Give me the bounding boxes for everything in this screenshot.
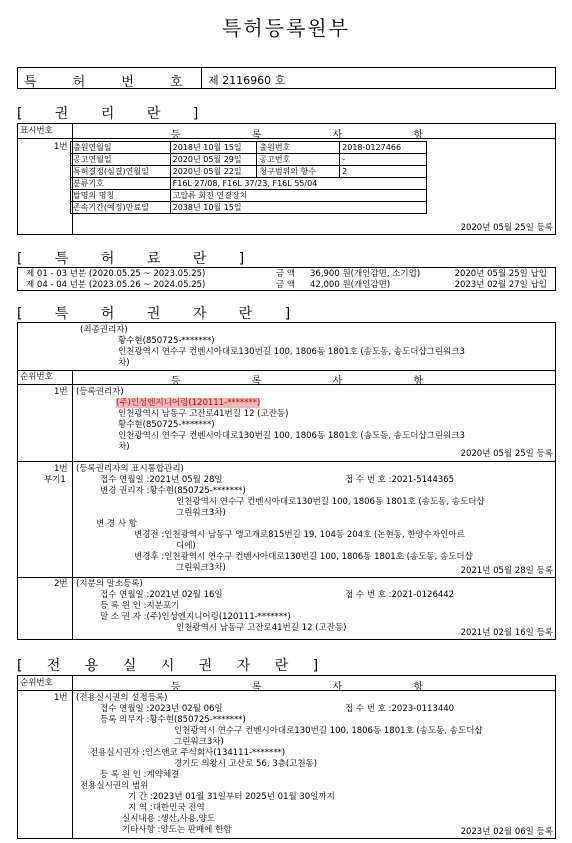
registration-cause: 등 록 원 인 :지분포기 bbox=[100, 601, 180, 611]
entry-no: 2번 bbox=[54, 579, 68, 589]
struck-company: (주)인성엔지니어링(120111-*******) bbox=[116, 398, 261, 408]
receipt-no: 접 수 번 호 :2021-0126442 bbox=[345, 590, 455, 600]
cell: 2020년 05월 22일 bbox=[170, 166, 257, 178]
cancelled-holder-addr: 인천광역시 남동구 고잔로41번길 12 (고잔동) bbox=[176, 623, 347, 633]
final-holder-addr: 인천광역시 연수구 컨벤시아대로130번길 100, 1806동 1801호 (송도동, 송도더샵그린워크3 bbox=[118, 347, 465, 357]
cell: 특허결정(심결)연월일 bbox=[71, 166, 171, 178]
cell: 분류기호 bbox=[71, 178, 171, 190]
rights-col-entries: 등 록 사 항 bbox=[170, 130, 458, 141]
fee-amount: 42,000 원(개인감면) bbox=[310, 280, 391, 290]
entry-footer: 2021년 02월 16일 등록 bbox=[460, 628, 553, 638]
rights-heading: [ 권 리 란 ] bbox=[17, 106, 213, 122]
exclusive-col-entries: 등 록 사 항 bbox=[170, 682, 458, 693]
scope-etc: 기타사항 :양도는 판매에 한함 bbox=[122, 825, 232, 835]
company-addr: 인천광역시 남동구 고잔로41번길 12 (고잔동) bbox=[118, 409, 289, 419]
rights-register bbox=[70, 141, 427, 214]
cell: - bbox=[340, 154, 427, 166]
cell: 공고연월일 bbox=[71, 154, 171, 166]
entry-footer: 2021년 05월 28일 등록 bbox=[460, 566, 553, 576]
table-row bbox=[71, 142, 427, 154]
scope-period: 기 간 :2023년 01월 31일부터 2025년 01월 30일까지 bbox=[128, 792, 335, 802]
exclusive-table bbox=[17, 675, 556, 839]
obligor-addr-cont: 그린워크3차) bbox=[174, 737, 224, 747]
receipt-date: 접수 연월일 :2023년 02월 06일 bbox=[100, 704, 223, 714]
fee-period: 제 04 - 04 년분 (2023.05.26 ~ 2024.05.25) bbox=[26, 280, 206, 290]
entry-label: (등록권리자) bbox=[76, 387, 124, 397]
fee-period: 제 01 - 03 년분 (2020.05.25 ~ 2023.05.25) bbox=[26, 269, 206, 279]
table-row bbox=[71, 178, 427, 190]
patent-number-value: 제 2116960 호 bbox=[208, 74, 286, 87]
fee-date: 2023년 02월 27일 납입 bbox=[454, 280, 547, 290]
change-after-cont: 그린워크3차) bbox=[176, 563, 226, 573]
cancelled-holder: 말 소 권 자 :(주)인성엔지니어링(120111-*******) bbox=[100, 612, 291, 622]
entry-no: 1번 bbox=[54, 693, 68, 703]
change-after: 변경후 :인천광역시 연수구 컨벤시아대로130번길 100, 1806동 1801호 (송도동, 송도더샵 bbox=[134, 552, 473, 562]
scope-label: 전용실시권의 범위 bbox=[80, 781, 149, 791]
change-before-cont: 디에) bbox=[176, 541, 196, 551]
cell: 2038년 10월 15일 bbox=[170, 202, 426, 214]
licensee: 전용실시권자 :인스앤코 주식회사(134111-*******) bbox=[90, 748, 286, 758]
holders-table bbox=[17, 322, 556, 640]
entry-label: (지분의 말소등록) bbox=[76, 579, 143, 589]
exclusive-col-no: 순위번호 bbox=[20, 678, 53, 688]
cell: 2020년 05월 29일 bbox=[170, 154, 257, 166]
table-row bbox=[71, 166, 427, 178]
entry-label: (전용실시권의 설정등록) bbox=[76, 693, 168, 703]
receipt-date: 접수 연월일 :2021년 05월 28일 bbox=[100, 475, 223, 485]
table-row bbox=[71, 202, 427, 214]
scope-content: 실시내용 :생산,사용,양도 bbox=[122, 814, 216, 824]
holders-col-no: 순위번호 bbox=[20, 372, 53, 382]
changes-label: 변 경 사 항 bbox=[96, 519, 137, 529]
fee-amount: 36,900 원(개인감면, 소기업) bbox=[310, 269, 421, 279]
obligor: 등록 의무자 :황수현(850725-*******) bbox=[100, 715, 246, 725]
final-holder-addr-cont: 차) bbox=[118, 358, 130, 368]
holder-addr: 인천광역시 연수구 컨벤시아대로130번길 100, 1806동 1801호 (송도동, 송도더샵그린워크3 bbox=[118, 431, 465, 441]
receipt-date: 접수 연월일 :2021년 02월 16일 bbox=[100, 590, 223, 600]
entry-no: 1번 bbox=[54, 387, 68, 397]
cell: 청구범위의 항수 bbox=[257, 166, 340, 178]
table-row bbox=[71, 190, 427, 202]
receipt-no: 접 수 번 호 :2021-5144365 bbox=[345, 475, 455, 485]
patent-number-label: 특 허 번 호 bbox=[24, 75, 199, 90]
final-holder-label: (최종권리자) bbox=[80, 325, 128, 335]
fee-amount-label: 금 액 bbox=[276, 269, 296, 279]
cell: 출원번호 bbox=[257, 142, 340, 154]
holder-addr-cont: 차) bbox=[118, 442, 130, 452]
changer-addr: 인천광역시 연수구 컨벤시아대로130번길 100, 1806동 1801호 (송도동, 송도더샵 bbox=[176, 497, 485, 507]
patent-number-box bbox=[17, 67, 556, 89]
exclusive-heading: [ 전 용 실 시 권 자 란 ] bbox=[17, 658, 329, 674]
cell: 2018년 10월 15일 bbox=[170, 142, 257, 154]
cell: F16L 27/08, F16L 37/23, F16L 55/04 bbox=[170, 178, 426, 190]
table-row bbox=[71, 154, 427, 166]
fees-heading: [ 특 허 료 란 ] bbox=[17, 251, 259, 267]
cell: 고압류 회전 연결장치 bbox=[170, 190, 426, 202]
rights-entry-no: 1번 bbox=[54, 142, 68, 152]
fee-date: 2020년 05월 25일 납입 bbox=[454, 269, 547, 279]
obligor-addr: 인천광역시 연수구 컨벤시아대로130번길 100, 1806동 1801호 (송도동, 송도더샵 bbox=[174, 726, 483, 736]
holders-col-entries: 등 록 사 항 bbox=[170, 376, 458, 387]
entry-sub: 부기1 bbox=[44, 475, 66, 485]
cell: 출원연월일 bbox=[71, 142, 171, 154]
entry-footer: 2023년 02월 06일 등록 bbox=[460, 827, 553, 837]
holders-heading: [ 특 허 권 자 란 ] bbox=[17, 306, 305, 322]
cell: 공고번호 bbox=[257, 154, 340, 166]
fee-amount-label: 금 액 bbox=[276, 280, 296, 290]
cell: 존속기간(예정)만료일 bbox=[71, 202, 171, 214]
rights-col-no: 표시번호 bbox=[20, 126, 53, 136]
scope-region: 지 역 :대한민국 전역 bbox=[128, 803, 205, 813]
cell: 2018-0127466 bbox=[340, 142, 427, 154]
cell: 2 bbox=[340, 166, 427, 178]
fees-table bbox=[17, 267, 556, 291]
page-title: 특허등록원부 bbox=[222, 16, 350, 40]
changer-addr-cont: 그린워크3차) bbox=[176, 508, 226, 518]
cell: 발명의 명칭 bbox=[71, 190, 171, 202]
registration-cause: 등 록 원 인 :계약체결 bbox=[100, 770, 180, 780]
rights-table bbox=[17, 123, 556, 235]
entry-label: (등록권리자의 표시통합관리) bbox=[76, 464, 184, 474]
entry-no: 1번 bbox=[54, 464, 68, 474]
rights-footer: 2020년 05월 25일 등록 bbox=[460, 223, 553, 233]
receipt-no: 접 수 번 호 :2023-0113440 bbox=[345, 704, 455, 714]
changer: 변경 권리자 :황수현(850725-*******) bbox=[100, 486, 246, 496]
holder-name: 황수현(850725-*******) bbox=[118, 420, 215, 430]
licensee-addr: 경기도 의왕시 고산로 56, 3층(고천동) bbox=[174, 759, 318, 769]
entry-footer: 2020년 05월 25일 등록 bbox=[460, 449, 553, 459]
change-before: 변경전 :인천광역시 남동구 앵고개로815번길 19, 104동 204호 (논현동, 한양수자인아르 bbox=[134, 530, 465, 540]
final-holder-name: 황수현(850725-*******) bbox=[118, 336, 215, 346]
